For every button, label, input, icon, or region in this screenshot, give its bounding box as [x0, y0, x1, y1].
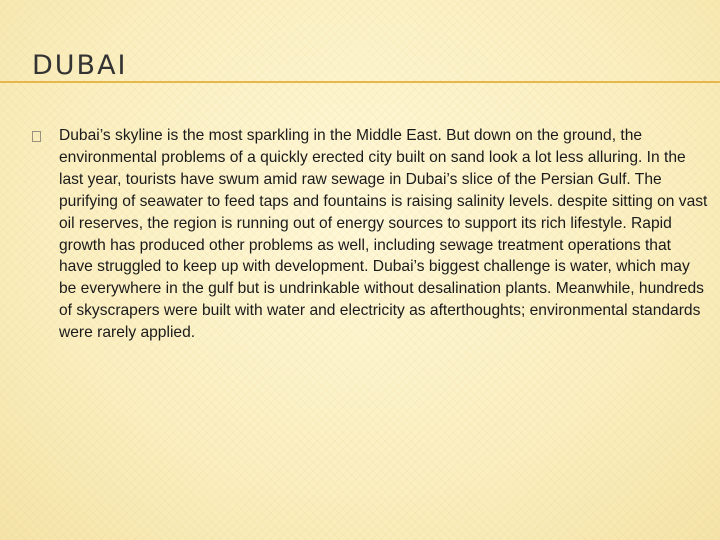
bullet-text: Dubai’s skyline is the most sparkling in the Middle East. But down on the ground, the environmental problems of a quickly erected city built on sand look a lot less alluring. In the last year, tourists have swum amid raw sewage in Dubai’s slice of the Persian Gulf. The purifying of seawater to feed taps and fountains is raising salinity levels. despite sitting on vast oil reserves, the region is running out of energy sources to support its rich lifestyle. Rapid growth has produced other problems as well, including sewage treatment operations that have struggled to keep up with development. Dubai’s biggest challenge is water, which may be everywhere in the gulf but is undrinkable without desalination plants. Meanwhile, hundreds of skyscrapers were built with water and electricity as afterthoughts; environmental standards were rarely applied.	[59, 127, 708, 342]
missing-glyph-bullet-icon	[32, 131, 41, 142]
slide-title: DUBAI	[32, 50, 128, 81]
title-underline	[0, 81, 720, 83]
